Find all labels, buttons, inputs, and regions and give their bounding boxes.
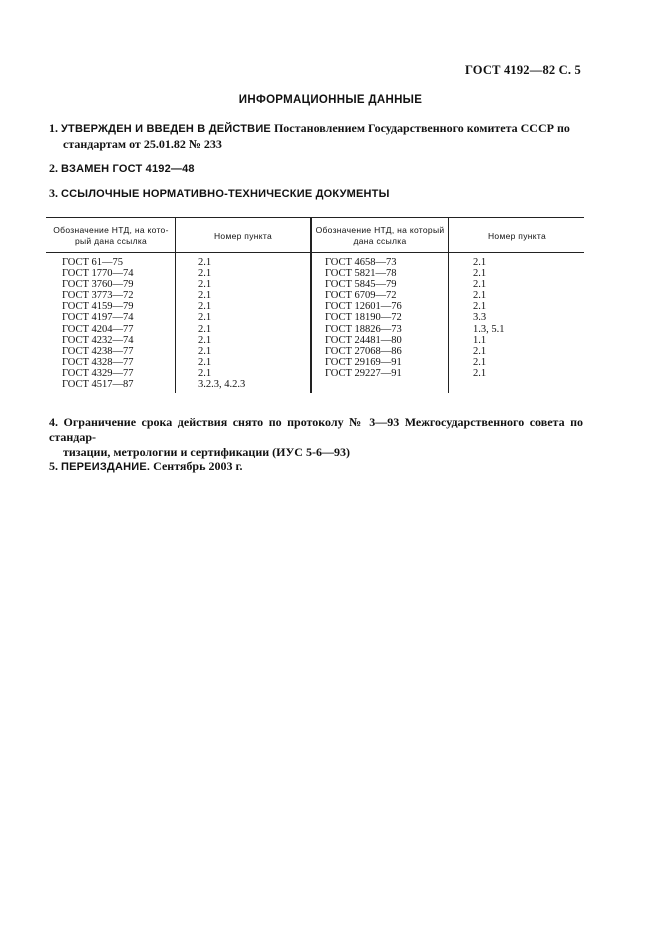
table-cell-point: 3.3 <box>473 312 487 324</box>
item-references <box>49 186 583 202</box>
table-cell-doc: ГОСТ 24481—80 <box>325 334 402 346</box>
column-left-docs <box>62 257 134 390</box>
table-cell-point: 2.1 <box>198 279 212 291</box>
table-cell-point: 1.3, 5.1 <box>473 323 505 335</box>
table-cell-point: 2.1 <box>198 290 212 302</box>
table-cell-point: 1.1 <box>473 334 487 346</box>
table-cell-doc: ГОСТ 4159—79 <box>62 301 134 313</box>
item-number: 2. <box>49 161 58 175</box>
table-cell-point: 2.1 <box>198 356 212 368</box>
item-limitation <box>49 415 583 460</box>
table-cell-doc: ГОСТ 3773—72 <box>62 290 134 302</box>
table-cell-doc: ГОСТ 4517—87 <box>62 379 134 391</box>
header-point-left: Номер пункта <box>213 230 272 241</box>
table-cell-doc: ГОСТ 4658—73 <box>325 257 397 268</box>
table-cell-point: 2.1 <box>473 301 487 313</box>
table-cell-point: 2.1 <box>198 323 212 335</box>
table-cell-doc: ГОСТ 18190—72 <box>325 312 402 324</box>
table-cell-doc: ГОСТ 4328—77 <box>62 356 134 368</box>
table-cell-doc: ГОСТ 18826—73 <box>325 323 402 335</box>
table-cell-doc: ГОСТ 4204—77 <box>62 323 134 335</box>
table-cell-doc: ГОСТ 3760—79 <box>62 279 134 291</box>
item-text: Постановлением Государственного комитета СССР по <box>273 121 570 135</box>
table-column-divider <box>448 217 449 393</box>
item-caps-text: ПЕРЕИЗДАНИЕ. <box>61 461 151 473</box>
item-number: 5. <box>49 459 58 473</box>
item-text: Сентябрь 2003 г. <box>153 459 243 473</box>
table-cell-doc: ГОСТ 4238—77 <box>62 345 134 357</box>
table-cell-doc: ГОСТ 4197—74 <box>62 312 134 324</box>
item-number: 3. <box>49 186 58 200</box>
table-cell-doc: ГОСТ 5845—79 <box>325 279 397 291</box>
reference-table <box>46 217 584 393</box>
item-continuation: тизации, метрологии и сертификации (ИУС 5-6—93) <box>63 445 350 459</box>
table-cell-point: 2.1 <box>198 367 212 379</box>
table-cell-doc: ГОСТ 29169—91 <box>325 356 402 368</box>
table-cell-doc: ГОСТ 4232—74 <box>62 334 134 346</box>
item-approved <box>49 121 583 152</box>
page-title: ИНФОРМАЦИОННЫЕ ДАННЫЕ <box>238 94 423 106</box>
item-caps-text: ССЫЛОЧНЫЕ НОРМАТИВНО-ТЕХНИЧЕСКИЕ ДОКУМЕНТЫ <box>61 188 390 200</box>
table-cell-doc: ГОСТ 1770—74 <box>62 268 134 280</box>
table-center-divider <box>310 217 312 393</box>
table-cell-doc: ГОСТ 61—75 <box>62 257 124 268</box>
table-cell-point: 2.1 <box>473 367 487 379</box>
table-cell-point: 2.1 <box>198 334 212 346</box>
table-cell-point: 2.1 <box>198 301 212 313</box>
item-caps-text: УТВЕРЖДЕН И ВВЕДЕН В ДЕЙСТВИЕ <box>61 123 271 135</box>
table-cell-point: 2.1 <box>198 312 212 324</box>
item-text: Ограничение срока действия снято по протоколу № 3—93 Межгосударственного совета по стандар- <box>49 415 584 444</box>
table-cell-doc: ГОСТ 4329—77 <box>62 367 134 379</box>
header-doc-right: Обозначение НТД, на который дана ссылка <box>315 225 445 246</box>
item-caps-text: ВЗАМЕН ГОСТ 4192—48 <box>61 163 195 175</box>
table-cell-point: 2.1 <box>473 356 487 368</box>
table-header-rule <box>46 252 584 253</box>
table-cell-doc: ГОСТ 12601—76 <box>325 301 402 313</box>
table-cell-point: 2.1 <box>473 290 487 302</box>
table-top-rule <box>46 217 584 218</box>
table-cell-point: 2.1 <box>473 345 487 357</box>
column-left-points <box>198 257 245 390</box>
column-right-points <box>473 257 505 379</box>
item-reissue <box>49 459 583 475</box>
table-cell-doc: ГОСТ 6709—72 <box>325 290 397 302</box>
page-header: ГОСТ 4192—82 С. 5 <box>464 63 581 77</box>
item-replaces <box>49 161 583 177</box>
header-doc-left: Обозначение НТД, на кото-рый дана ссылка <box>53 225 169 246</box>
table-cell-point: 2.1 <box>473 257 487 268</box>
table-column-divider <box>175 217 176 393</box>
column-right-docs <box>325 257 402 379</box>
table-cell-point: 2.1 <box>198 257 212 268</box>
table-cell-point: 3.2.3, 4.2.3 <box>198 379 246 391</box>
table-cell-point: 2.1 <box>198 345 212 357</box>
table-cell-doc: ГОСТ 5821—78 <box>325 268 397 280</box>
table-cell-point: 2.1 <box>198 268 212 280</box>
item-number: 4. <box>49 415 58 429</box>
item-continuation: стандартам от 25.01.82 № 233 <box>63 137 222 151</box>
header-point-right: Номер пункта <box>487 230 546 241</box>
table-cell-point: 2.1 <box>473 279 487 291</box>
table-cell-doc: ГОСТ 27068—86 <box>325 345 402 357</box>
table-cell-point: 2.1 <box>473 268 487 280</box>
item-number: 1. <box>49 121 58 135</box>
table-cell-doc: ГОСТ 29227—91 <box>325 367 402 379</box>
